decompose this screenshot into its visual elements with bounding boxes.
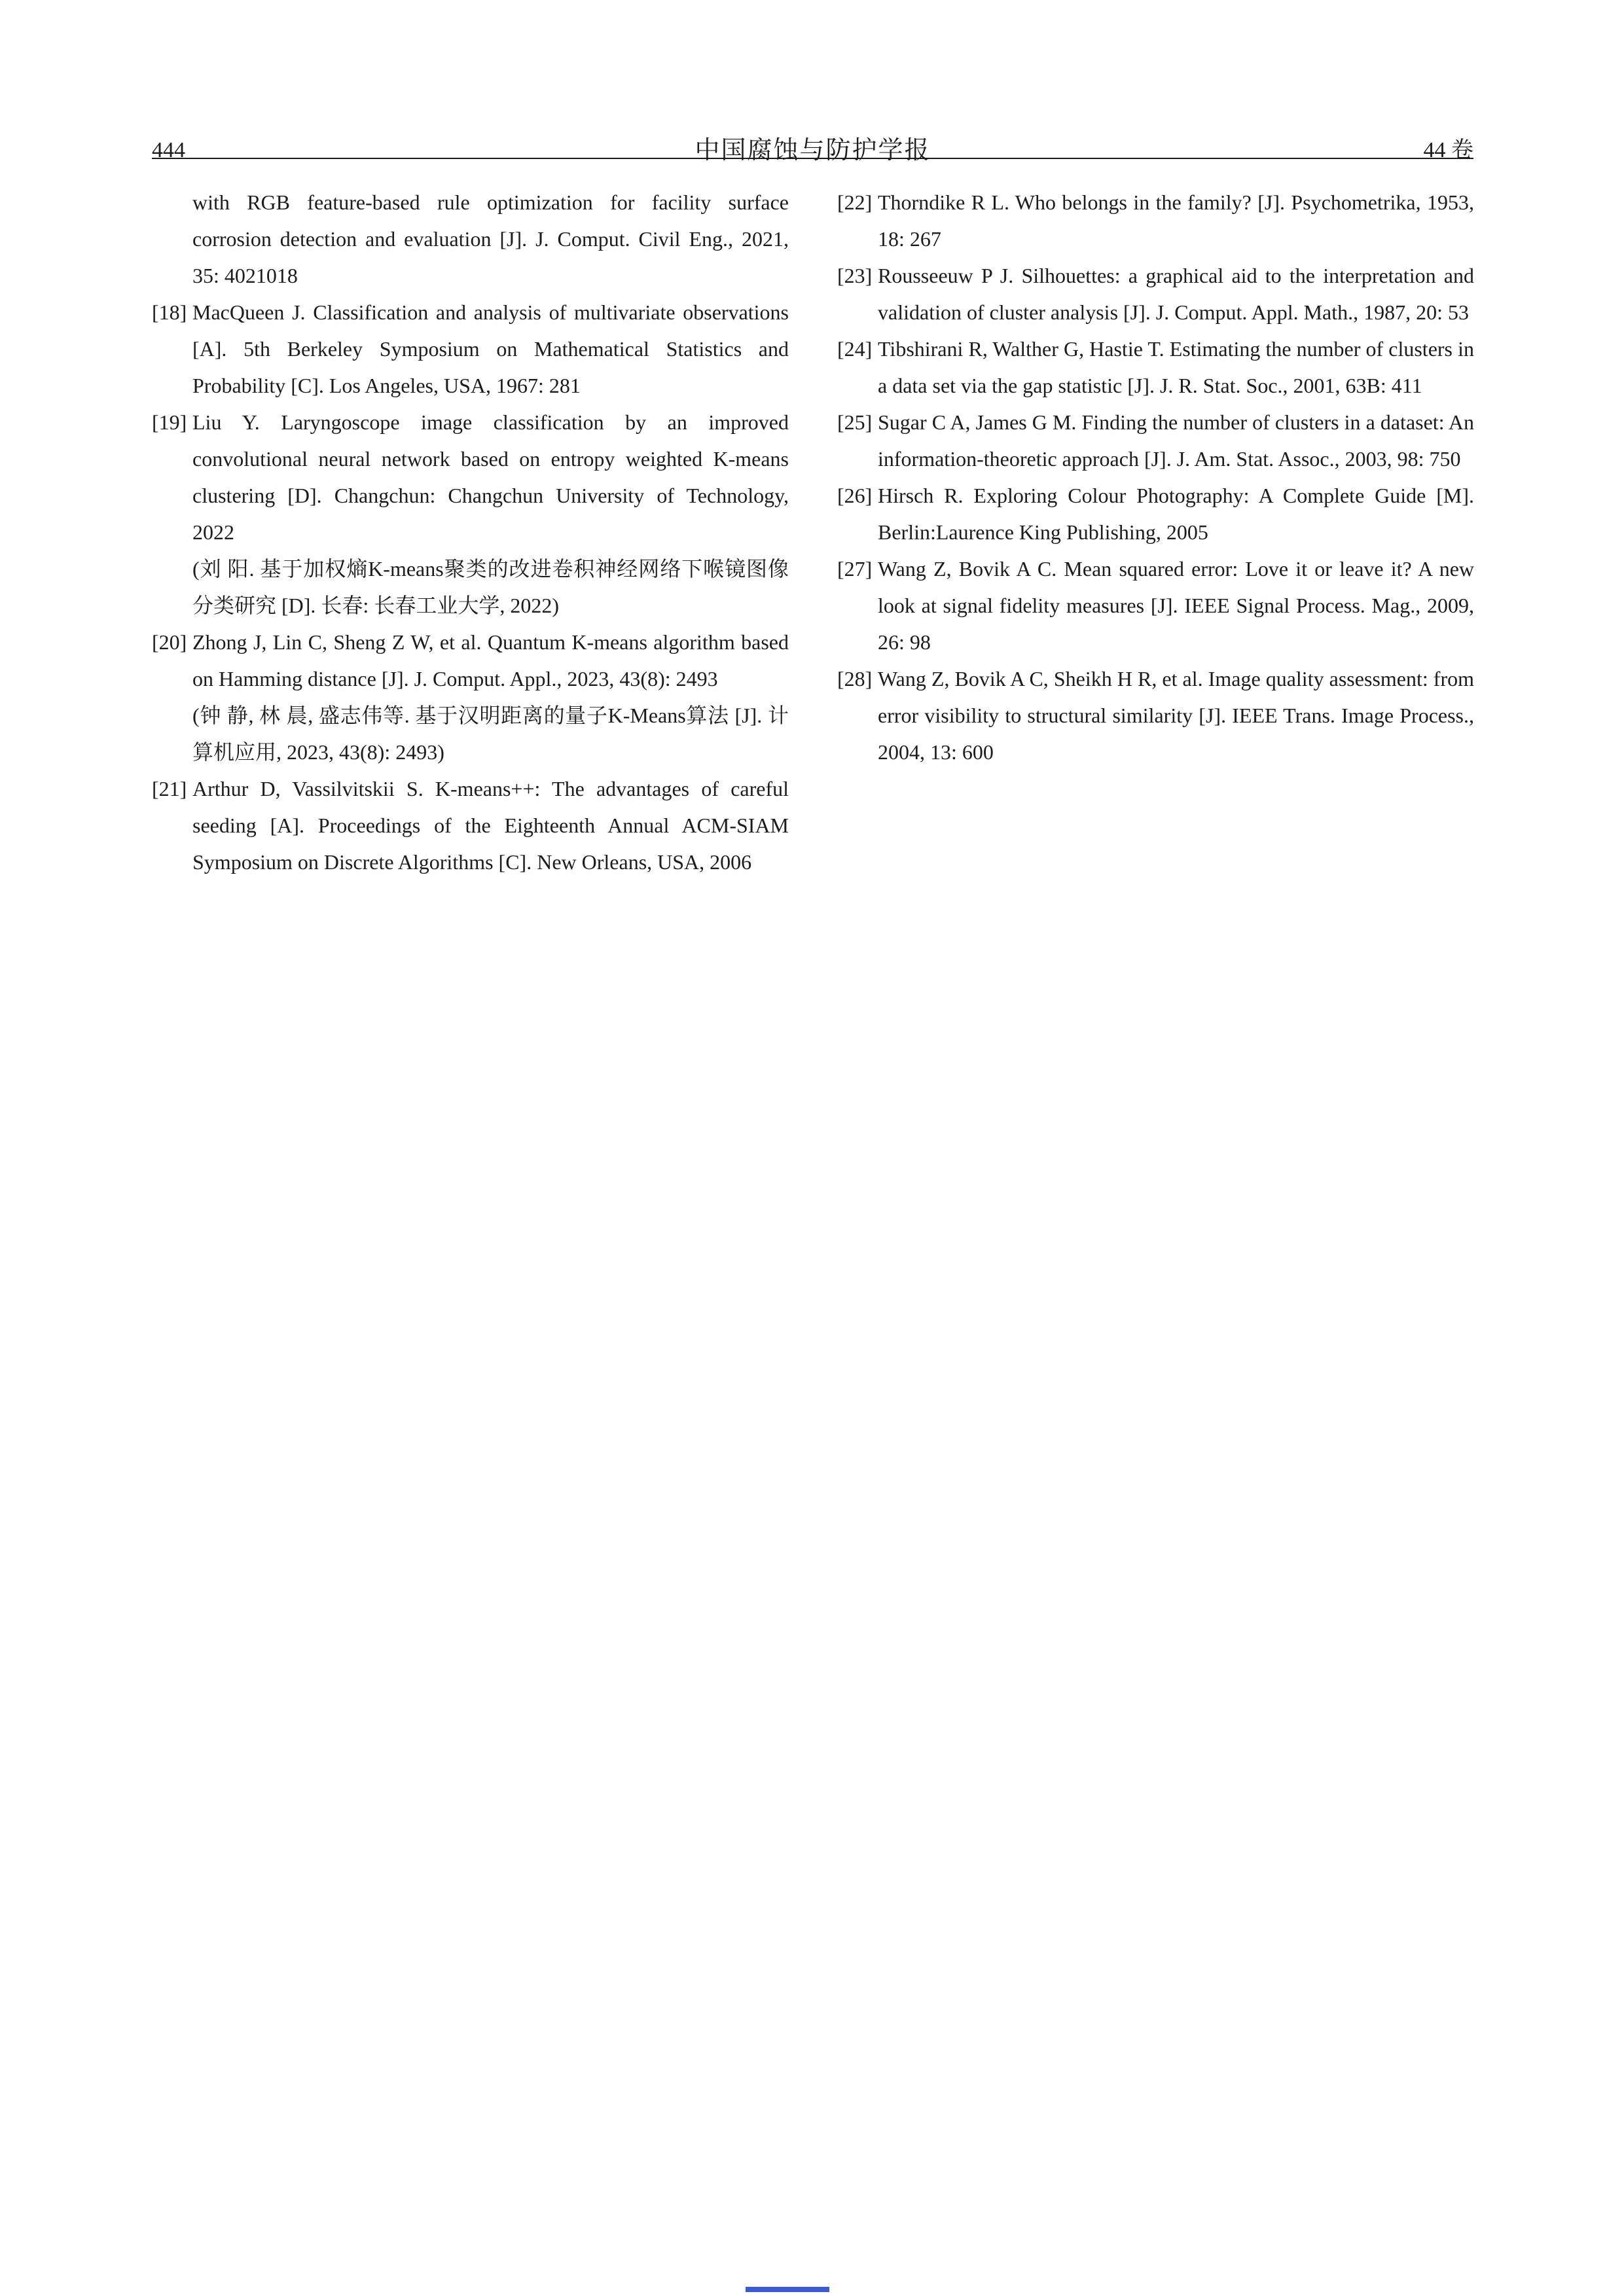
reference-label: [18]	[152, 300, 187, 324]
reference-label: [27]	[837, 557, 873, 581]
reference-text: Hirsch R. Exploring Colour Photography: A Complete Guide [M]. Berlin:Laurence King Publishing, 2005	[878, 484, 1474, 544]
reference-text: Thorndike R L. Who belongs in the family? [J]. Psychometrika, 1953, 18: 267	[878, 190, 1474, 251]
references-section	[152, 184, 1473, 880]
reference-item-24	[837, 331, 1474, 404]
reference-item-28	[837, 660, 1474, 770]
reference-text-translation: (刘 阳. 基于加权熵K-means聚类的改进卷积神经网络下喉镜图像分类研究 [D]. 长春: 长春工业大学, 2022)	[192, 557, 789, 617]
reference-text: Arthur D, Vassilvitskii S. K-means++: The advantages of careful seeding [A]. Proceedings of the Eighteenth Annual ACM-SIAM Symposium on Discrete Algorithms [C]. New Orleans, USA, 2006	[192, 777, 789, 874]
reference-label: [22]	[837, 190, 873, 214]
volume-label: 44 卷	[1423, 138, 1473, 162]
reference-label: [23]	[837, 264, 873, 287]
reference-item-27	[837, 550, 1474, 660]
reference-item-21	[152, 770, 789, 880]
reference-text: Zhong J, Lin C, Sheng Z W, et al. Quantum K-means algorithm based on Hamming distance [J]. J. Comput. Appl., 2023, 43(8): 2493	[192, 630, 789, 691]
reference-text-translation: (钟 静, 林 晨, 盛志伟等. 基于汉明距离的量子K-Means算法 [J]. 计算机应用, 2023, 43(8): 2493)	[192, 704, 789, 764]
reference-label: [25]	[837, 410, 873, 434]
reference-item-25	[837, 404, 1474, 477]
reference-label: [20]	[152, 630, 187, 654]
reference-label: [28]	[837, 667, 873, 691]
left-column	[152, 184, 789, 880]
reference-item-19	[152, 404, 789, 624]
reference-text: Sugar C A, James G M. Finding the number of clusters in a dataset: An information-theoretic approach [J]. J. Am. Stat. Assoc., 2003, 98: 750	[878, 410, 1474, 471]
reference-text: MacQueen J. Classification and analysis of multivariate observations [A]. 5th Berkeley Symposium on Mathematical Statistics and Probability [C]. Los Angeles, USA, 1967: 281	[192, 300, 789, 397]
page-number: 444	[152, 138, 185, 162]
reference-continuation	[152, 184, 789, 294]
journal-title: 中国腐蚀与防护学报	[695, 137, 931, 164]
reference-text: Tibshirani R, Walther G, Hastie T. Estimating the number of clusters in a data set via the gap statistic [J]. J. R. Stat. Soc., 2001, 63B: 411	[878, 337, 1474, 397]
reference-item-26	[837, 477, 1474, 550]
reference-text: Liu Y. Laryngoscope image classification by an improved convolutional neural network based on entropy weighted K-means clustering [D]. Changchun: Changchun University of Technology, 2022	[192, 410, 789, 544]
reference-item-23	[837, 257, 1474, 331]
reference-text: Rousseeuw P J. Silhouettes: a graphical aid to the interpretation and validation of cluster analysis [J]. J. Comput. Appl. Math., 1987, 20: 53	[878, 264, 1474, 324]
scan-artifact-line	[746, 2287, 829, 2292]
reference-text: Wang Z, Bovik A C, Sheikh H R, et al. Image quality assessment: from error visibility to structural similarity [J]. IEEE Trans. Image Process., 2004, 13: 600	[878, 667, 1474, 764]
reference-text: Wang Z, Bovik A C. Mean squared error: Love it or leave it? A new look at signal fidelity measures [J]. IEEE Signal Process. Mag., 2009, 26: 98	[878, 557, 1474, 654]
reference-item-20	[152, 624, 789, 770]
page-header	[152, 134, 1473, 164]
reference-item-22	[837, 184, 1474, 257]
reference-label: [26]	[837, 484, 873, 507]
reference-label: [21]	[152, 777, 187, 800]
right-column	[837, 184, 1474, 880]
reference-label: [24]	[837, 337, 873, 361]
reference-label: [19]	[152, 410, 187, 434]
reference-item-18	[152, 294, 789, 404]
reference-text: with RGB feature-based rule optimization for facility surface corrosion detection and evaluation [J]. J. Comput. Civil Eng., 2021, 35: 4021018	[192, 190, 789, 287]
